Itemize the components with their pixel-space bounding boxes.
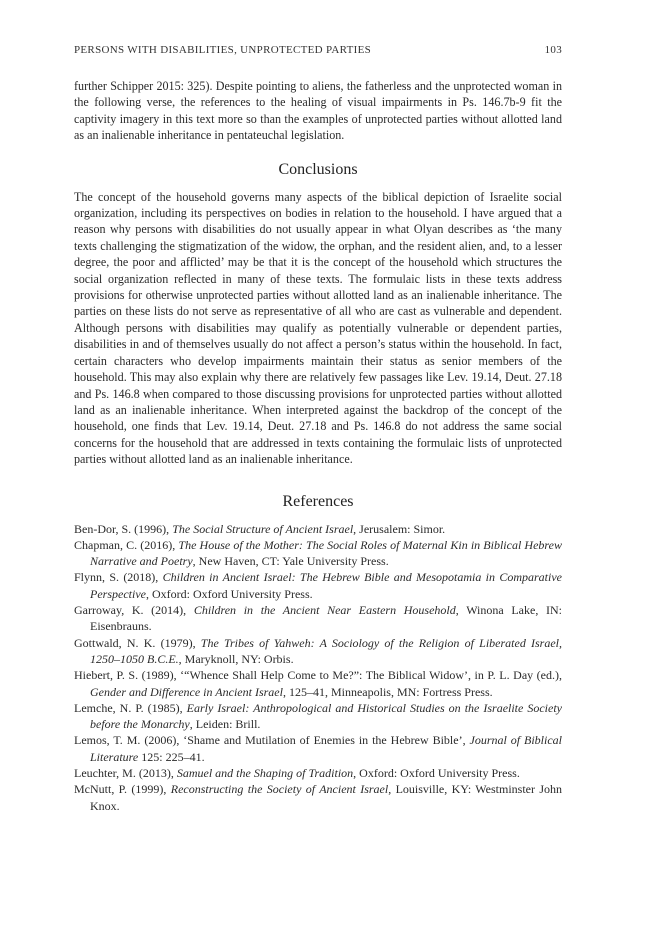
- reference-title: Reconstructing the Society of Ancient Israel: [170, 782, 389, 797]
- page-number: 103: [544, 44, 562, 56]
- reference-title: Gender and Difference in Ancient Israel: [90, 684, 283, 699]
- reference-entry: [74, 537, 562, 570]
- reference-authors: Leuchter, M. (2013),: [74, 765, 177, 780]
- reference-publication: 125: 225–41.: [138, 749, 205, 764]
- reference-title: The Tribes of Yahweh: A Sociology of the Religion of Liberated Israel, 1250–1050 B.C.E.: [90, 635, 563, 666]
- reference-publication: , Oxford: Oxford University Press.: [353, 765, 520, 780]
- reference-list: [74, 521, 562, 814]
- reference-entry: [74, 732, 562, 765]
- reference-entry: [74, 765, 562, 781]
- reference-publication: , 125–41, Minneapolis, MN: Fortress Press.: [282, 684, 493, 699]
- reference-title: The Social Structure of Ancient Israel: [172, 521, 354, 536]
- reference-authors: Gottwald, N. K. (1979),: [74, 635, 201, 650]
- reference-title: The House of the Mother: The Social Roles of Maternal Kin in Biblical Hebrew Narrative and Poetry: [90, 537, 562, 569]
- reference-authors: Lemche, N. P. (1985),: [74, 700, 187, 715]
- reference-authors: Garroway, K. (2014),: [74, 603, 194, 618]
- reference-title: Journal of Biblical Literature: [90, 733, 563, 764]
- reference-publication: , Maryknoll, NY: Orbis.: [178, 651, 294, 666]
- reference-publication: , Leiden: Brill.: [189, 717, 261, 732]
- reference-title: Early Israel: Anthropological and Historical Studies on the Israelite Society before the Monarchy: [90, 700, 562, 732]
- reference-entry: [74, 521, 562, 537]
- references-heading: References: [282, 492, 354, 510]
- reference-title: Children in the Ancient Near Eastern Household: [193, 603, 456, 618]
- reference-authors: Flynn, S. (2018),: [74, 570, 163, 585]
- reference-title: Children in Ancient Israel: The Hebrew Bible and Mesopotamia in Comparative Perspective: [90, 570, 562, 601]
- reference-publication: , Louisville, KY: Westminster John Knox.: [90, 782, 562, 813]
- reference-entry: [74, 781, 562, 814]
- reference-publication: , Oxford: Oxford University Press.: [145, 586, 313, 601]
- reference-publication: , Jerusalem: Simor.: [353, 521, 446, 536]
- reference-authors: Hiebert, P. S. (1989), ‘“Whence Shall Help Come to Me?”: The Biblical Widow’, in P. L. Day (ed.),: [74, 668, 562, 683]
- reference-authors: Lemos, T. M. (2006), ‘Shame and Mutilation of Enemies in the Hebrew Bible’,: [74, 733, 470, 748]
- reference-entry: [74, 700, 562, 733]
- reference-entry: [74, 602, 562, 635]
- reference-entry: [74, 667, 562, 700]
- intro-paragraph: further Schipper 2015: 325). Despite pointing to aliens, the fatherless and the unprotected woman in the following verse, the references to the healing of visual impairments in Ps. 146.7b-9 fit the captivity imagery in this text more so than the examples of unprotected parties without allotted land as an inalienable inheritance in pentateuchal legislation.: [74, 79, 562, 143]
- conclusions-paragraph: The concept of the household governs many aspects of the biblical depiction of Israelite social organization, including its perspectives on bodies in relation to the household. I have argued that a reason why persons with disabilities do not usually appear in what Olyan describes as ‘the many texts challenging the stigmatization of the widow, the orphan, and the resident alien, and, to a lesser degree, the poor and afflicted’ may be that it is the concept of the household which structures the social organization reflected in many of these texts. The formulaic lists in these texts address provisions for otherwise unprotected parties without allotted land as an inalienable inheritance. The parties on these lists do not serve as representative of all who are cast as vulnerable and dependent. Although persons with disabilities may qualify as potentially vulnerable or dependent parties, disabilities in and of themselves usually do not affect a person’s status within the household. In fact, certain characters who develop impairments maintain their status as senior members of the household. This may also explain why there are relatively few passages like Lev. 19.14, Deut. 27.18 and Ps. 146.8 when compared to those discussing provisions for unprotected parties without allotted land as an inalienable inheritance. When interpreted against the backdrop of the concept of the household, one finds that Lev. 19.14, Deut. 27.18 and Ps. 146.8 do not address the same social concerns for the household that are addressed in texts containing the formulaic lists of unprotected parties without allotted land as an inalienable inheritance.: [74, 189, 562, 467]
- reference-entry: [74, 635, 562, 668]
- page-body: [74, 78, 562, 814]
- reference-title: Samuel and the Shaping of Tradition: [176, 765, 354, 780]
- reference-publication: , Winona Lake, IN: Eisenbrauns.: [90, 603, 562, 634]
- reference-publication: , New Haven, CT: Yale University Press.: [192, 554, 389, 569]
- reference-authors: Chapman, C. (2016),: [74, 537, 179, 552]
- reference-authors: McNutt, P. (1999),: [74, 782, 171, 797]
- running-head: [74, 44, 562, 56]
- reference-authors: Ben-Dor, S. (1996),: [74, 521, 173, 536]
- conclusions-heading: Conclusions: [278, 160, 358, 178]
- running-title: PERSONS WITH DISABILITIES, UNPROTECTED PARTIES: [74, 44, 372, 56]
- reference-entry: [74, 569, 562, 602]
